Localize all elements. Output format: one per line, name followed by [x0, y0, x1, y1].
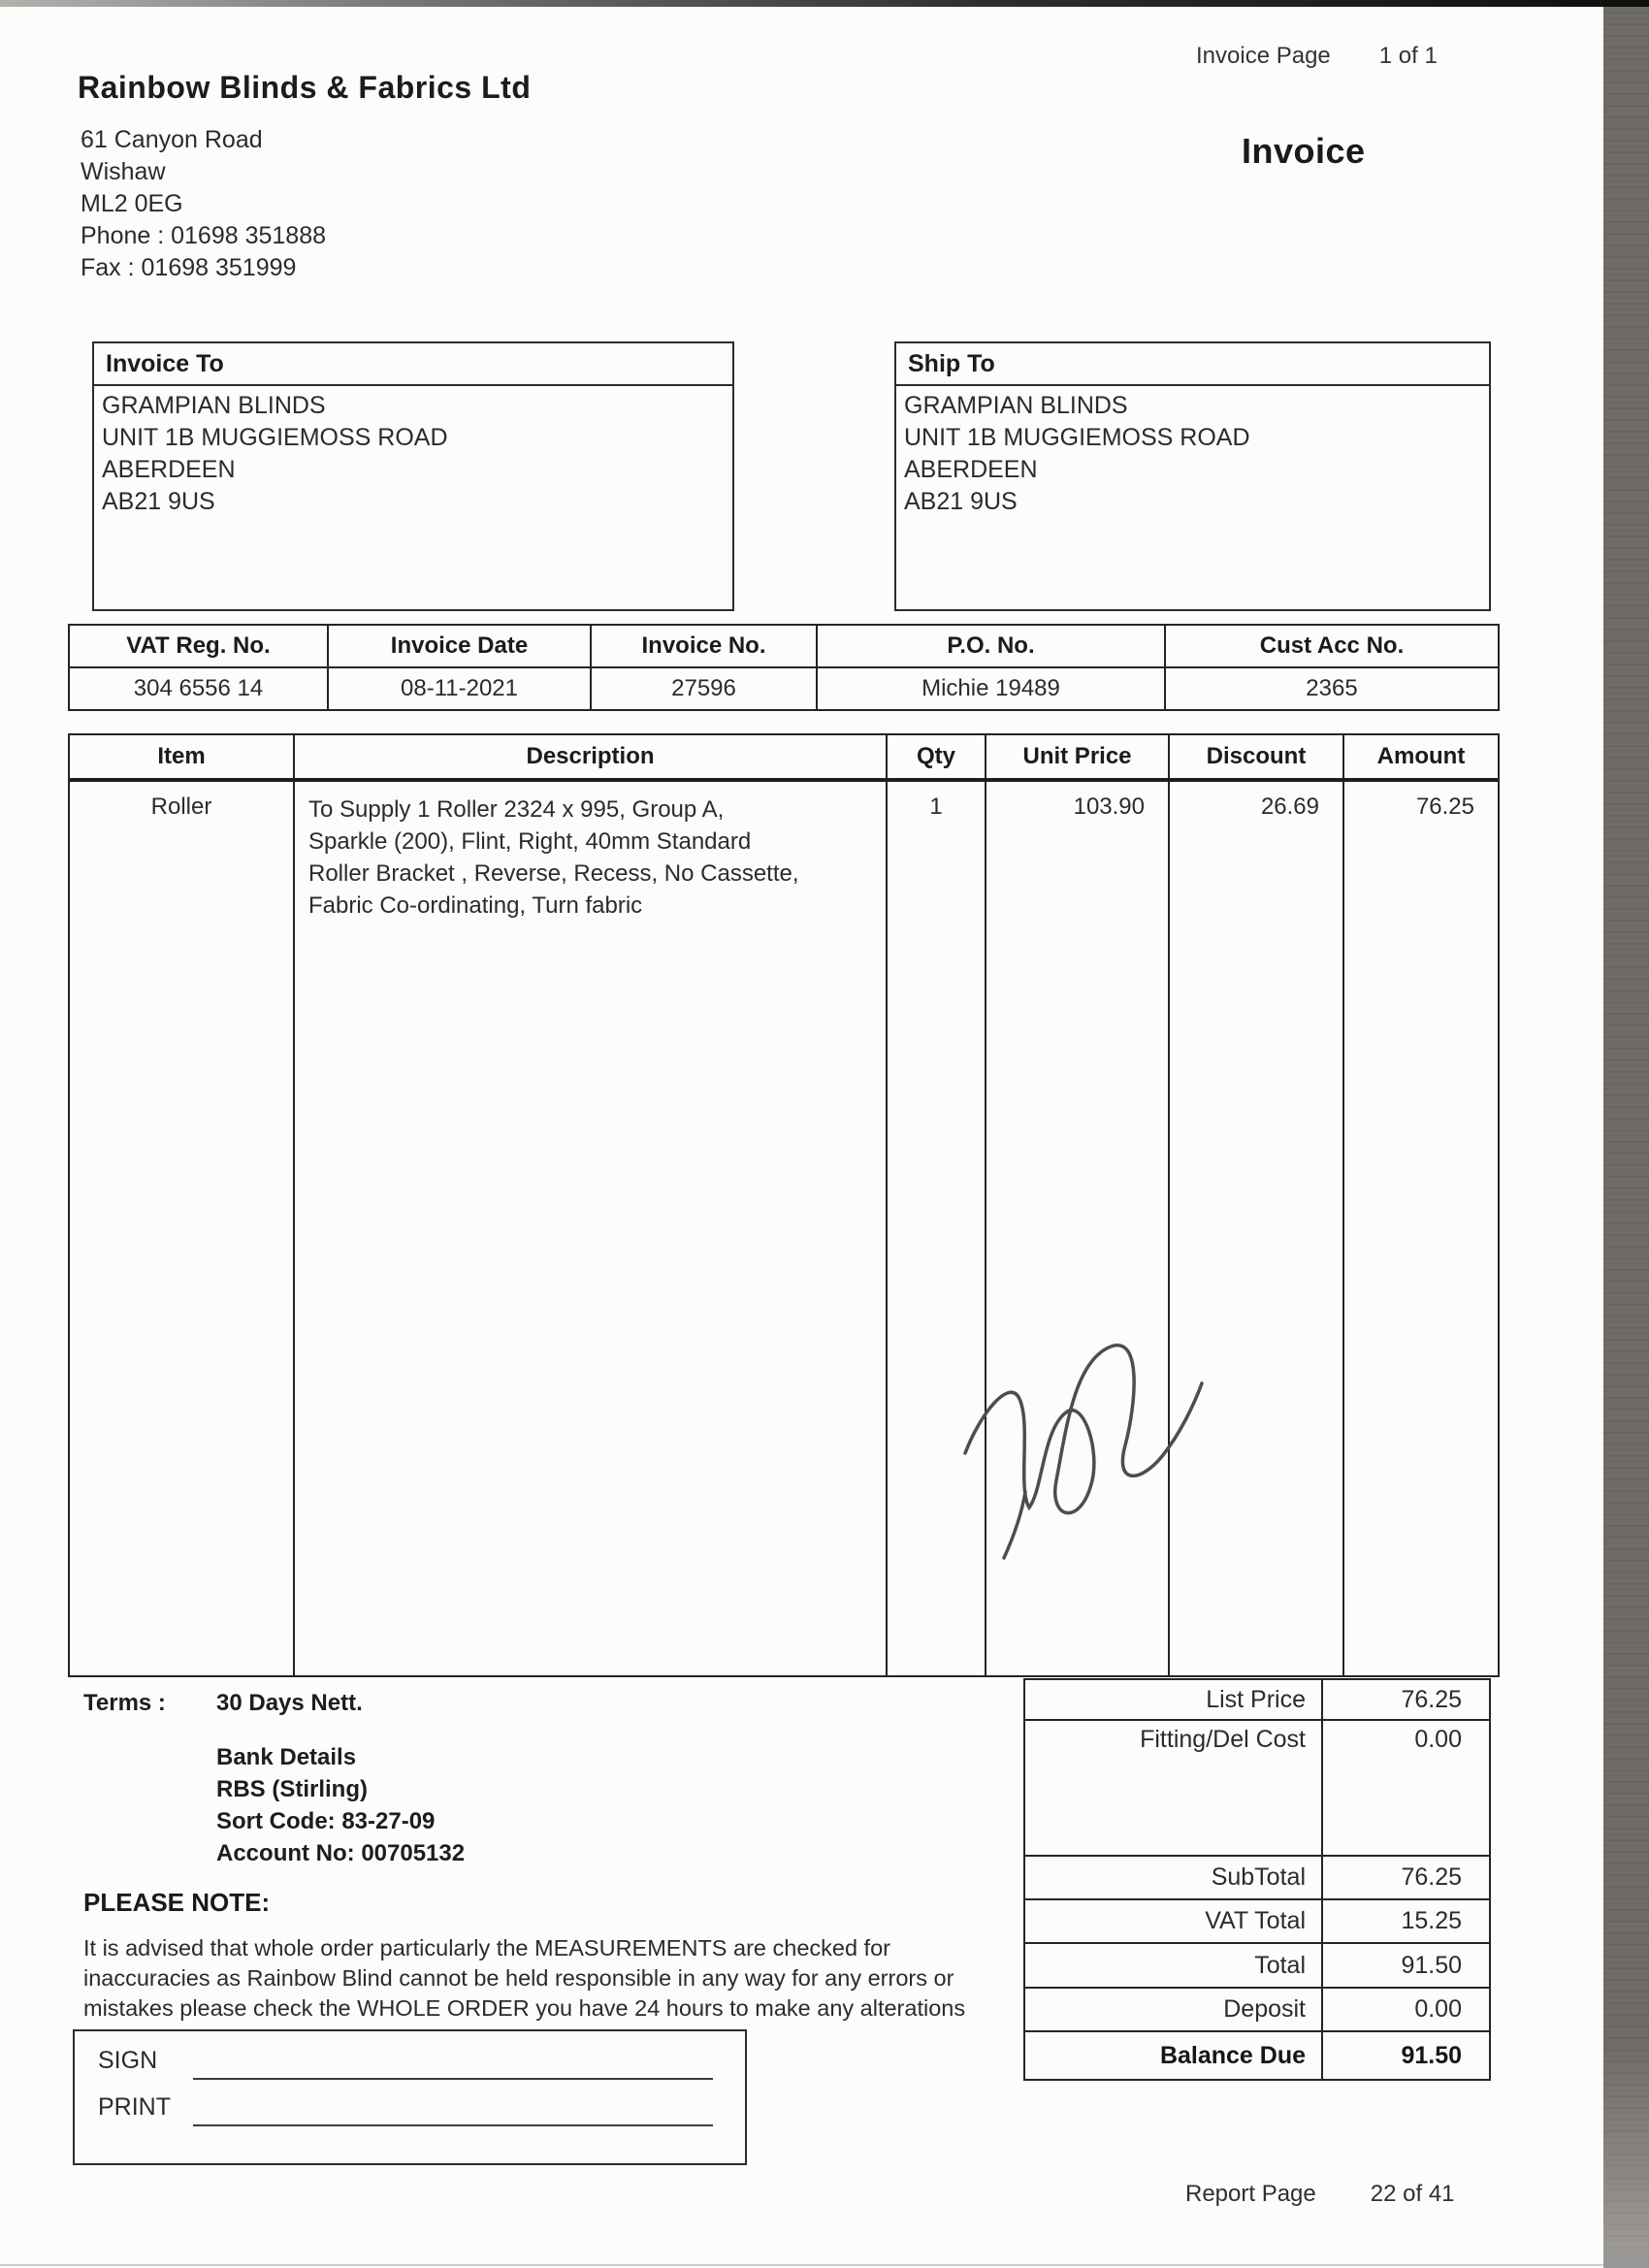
item-cell-discount: 26.69	[1170, 782, 1344, 1675]
note-line: inaccuracies as Rainbow Blind cannot be held responsible in any way for any errors or	[83, 1965, 954, 1991]
items-body-row	[70, 782, 1498, 1675]
meta-value-vat: 304 6556 14	[70, 668, 329, 709]
bank-details-block	[216, 1741, 465, 1869]
totals-row-fitting-del-cost	[1025, 1721, 1489, 1857]
items-header-description: Description	[295, 735, 888, 778]
scan-top-edge-artifact	[0, 0, 1649, 7]
description-line: Fabric Co-ordinating, Turn fabric	[308, 892, 643, 919]
totals-row-vat-total	[1025, 1900, 1489, 1944]
bank-name: RBS (Stirling)	[216, 1776, 368, 1802]
totals-label: Total	[1254, 1951, 1306, 1979]
meta-value-date: 08-11-2021	[329, 668, 592, 709]
totals-label: Fitting/Del Cost	[1140, 1726, 1306, 1753]
item-cell-name: Roller	[70, 782, 295, 1675]
totals-label: SubTotal	[1211, 1863, 1306, 1891]
please-note-heading: PLEASE NOTE:	[83, 1888, 271, 1917]
scan-bottom-edge-artifact	[0, 2264, 1603, 2266]
totals-row-subtotal	[1025, 1857, 1489, 1900]
invoice-page-label: Invoice Page	[1196, 43, 1331, 69]
description-line: Sparkle (200), Flint, Right, 40mm Standard	[308, 828, 752, 855]
totals-row-balance-due	[1025, 2032, 1489, 2079]
item-cell-qty: 1	[888, 782, 986, 1675]
invoice-to-address	[94, 386, 732, 522]
item-cell-description	[295, 782, 888, 1675]
totals-value: 91.50	[1321, 1944, 1489, 1987]
totals-row-list-price	[1025, 1680, 1489, 1721]
ship-to-line: ABERDEEN	[904, 456, 1038, 483]
bank-details-heading: Bank Details	[216, 1744, 357, 1770]
items-header-row	[70, 735, 1498, 782]
sign-print-box	[73, 2029, 747, 2165]
company-address-block	[81, 124, 326, 284]
company-address-line: 61 Canyon Road	[81, 126, 263, 153]
invoice-to-line: GRAMPIAN BLINDS	[102, 392, 326, 419]
item-cell-amount: 76.25	[1415, 794, 1474, 820]
bank-account-no: Account No: 00705132	[216, 1840, 466, 1866]
totals-row-deposit	[1025, 1989, 1489, 2032]
meta-header-vat: VAT Reg. No.	[70, 626, 329, 666]
meta-value-invoice-no: 27596	[592, 668, 818, 709]
ship-to-address	[896, 386, 1489, 522]
invoice-meta-table	[68, 624, 1500, 711]
item-cell-unit-price: 103.90	[986, 782, 1170, 1675]
meta-value-po: Michie 19489	[818, 668, 1166, 709]
invoice-page-ref	[1196, 43, 1438, 70]
totals-label: List Price	[1206, 1685, 1306, 1713]
print-label: PRINT	[98, 2093, 171, 2121]
company-address-line: Wishaw	[81, 158, 166, 185]
invoice-to-line: ABERDEEN	[102, 456, 236, 483]
company-phone: Phone : 01698 351888	[81, 222, 327, 249]
totals-value: 91.50	[1321, 2032, 1489, 2079]
description-line: To Supply 1 Roller 2324 x 995, Group A,	[308, 796, 725, 823]
meta-header-invoice-no: Invoice No.	[592, 626, 818, 666]
totals-value: 15.25	[1321, 1900, 1489, 1942]
totals-value: 76.25	[1321, 1857, 1489, 1898]
items-header-qty: Qty	[888, 735, 986, 778]
items-header-discount: Discount	[1170, 735, 1344, 778]
totals-label: Deposit	[1223, 1995, 1306, 2023]
note-line: mistakes please check the WHOLE ORDER you have 24 hours to make any alterations	[83, 1995, 966, 2021]
totals-value: 0.00	[1321, 1721, 1489, 1855]
meta-header-cust-acc: Cust Acc No.	[1259, 632, 1405, 659]
ship-to-heading: Ship To	[896, 343, 1489, 386]
ship-to-line: AB21 9US	[904, 488, 1018, 515]
sign-label: SIGN	[98, 2047, 158, 2074]
description-line: Roller Bracket , Reverse, Recess, No Cassette,	[308, 860, 799, 887]
totals-value: 0.00	[1321, 1989, 1489, 2030]
please-note-paragraph	[83, 1933, 965, 2024]
meta-value-row	[70, 668, 1498, 709]
report-page-value: 22 of 41	[1370, 2181, 1455, 2207]
sign-line	[193, 2078, 713, 2080]
totals-value: 76.25	[1321, 1680, 1489, 1719]
ship-to-line: UNIT 1B MUGGIEMOSS ROAD	[904, 424, 1250, 451]
totals-label: Balance Due	[1159, 2041, 1306, 2069]
bank-sort-code: Sort Code: 83-27-09	[216, 1808, 436, 1834]
print-line	[193, 2124, 713, 2126]
company-address-line: ML2 0EG	[81, 190, 183, 217]
meta-header-po: P.O. No.	[818, 626, 1166, 666]
ship-to-line: GRAMPIAN BLINDS	[904, 392, 1128, 419]
invoice-to-box	[92, 341, 734, 611]
terms-value: 30 Days Nett.	[216, 1690, 363, 1716]
invoice-to-line: AB21 9US	[102, 488, 215, 515]
handwritten-signature	[954, 1337, 1235, 1570]
invoice-to-line: UNIT 1B MUGGIEMOSS ROAD	[102, 424, 448, 451]
report-page-label: Report Page	[1185, 2181, 1316, 2207]
totals-box	[1023, 1678, 1491, 2081]
invoice-to-heading: Invoice To	[94, 343, 732, 386]
invoice-page-value: 1 of 1	[1378, 43, 1438, 69]
note-line: It is advised that whole order particularly the MEASUREMENTS are checked for	[83, 1935, 890, 1960]
ship-to-box	[894, 341, 1491, 611]
report-page-ref	[1185, 2181, 1455, 2208]
items-header-amount: Amount	[1376, 743, 1466, 769]
document-title: Invoice	[1242, 131, 1366, 171]
scanner-edge-band	[1603, 7, 1649, 2268]
meta-header-row	[70, 626, 1498, 668]
meta-header-date: Invoice Date	[329, 626, 592, 666]
totals-row-total	[1025, 1944, 1489, 1989]
items-header-unit-price: Unit Price	[986, 735, 1170, 778]
line-items-table	[68, 733, 1500, 1677]
company-name: Rainbow Blinds & Fabrics Ltd	[78, 70, 532, 105]
items-header-item: Item	[70, 735, 295, 778]
totals-label: VAT Total	[1205, 1907, 1306, 1934]
terms-label: Terms :	[83, 1690, 166, 1716]
meta-value-cust-acc: 2365	[1306, 675, 1358, 701]
company-fax: Fax : 01698 351999	[81, 254, 297, 281]
